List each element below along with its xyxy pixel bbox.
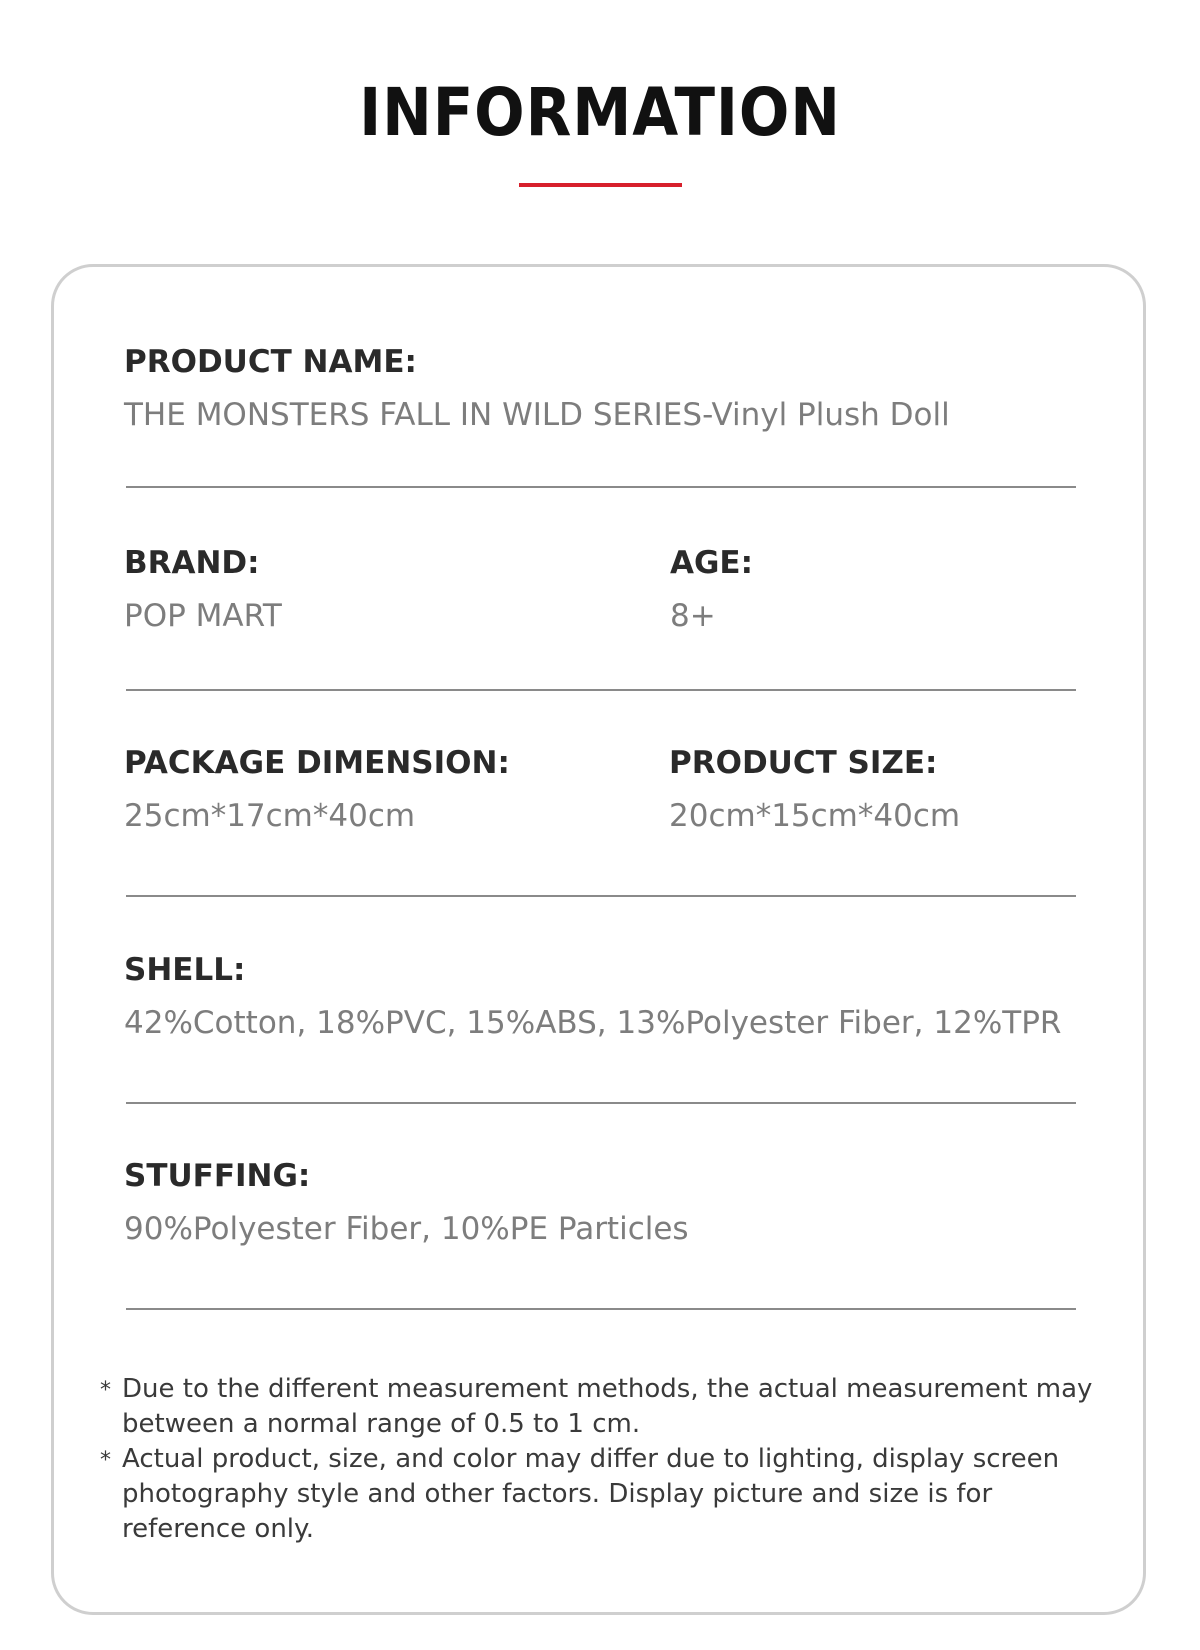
product-name-field — [124, 344, 950, 433]
package-dimension-value: 25cm*17cm*40cm — [124, 798, 416, 834]
divider — [126, 1102, 1076, 1104]
divider — [126, 689, 1076, 691]
stuffing-field — [124, 1158, 689, 1247]
shell-label: SHELL: — [124, 952, 246, 988]
stuffing-label: STUFFING: — [124, 1158, 311, 1194]
note-text: Actual product, size, and color may differ due to lighting, display screen photography style and other factors. Display picture and size is for reference only. — [122, 1444, 1060, 1544]
age-field — [670, 545, 754, 634]
shell-value: 42%Cotton, 18%PVC, 15%ABS, 13%Polyester Fiber, 12%TPR — [124, 1005, 1062, 1041]
age-value: 8+ — [670, 598, 716, 634]
brand-value: POP MART — [124, 598, 282, 634]
package-dimension-label: PACKAGE DIMENSION: — [124, 745, 510, 781]
divider — [126, 1308, 1076, 1310]
note-text: Due to the different measurement methods, the actual measurement may between a normal range of 0.5 to 1 cm. — [122, 1374, 1093, 1439]
divider — [126, 486, 1076, 488]
asterisk-marker: * — [100, 1378, 111, 1403]
stuffing-value: 90%Polyester Fiber, 10%PE Particles — [124, 1211, 689, 1247]
page-title: INFORMATION — [359, 74, 841, 151]
note-item — [100, 1372, 1110, 1442]
product-size-value: 20cm*15cm*40cm — [669, 798, 961, 834]
note-item — [100, 1442, 1110, 1547]
divider — [126, 895, 1076, 897]
age-label: AGE: — [670, 545, 754, 581]
product-size-field — [669, 745, 961, 834]
package-dimension-field — [124, 745, 510, 834]
disclaimer-notes — [100, 1372, 1110, 1547]
brand-field — [124, 545, 282, 634]
product-size-label: PRODUCT SIZE: — [669, 745, 938, 781]
brand-label: BRAND: — [124, 545, 260, 581]
shell-field — [124, 952, 1062, 1041]
asterisk-marker: * — [100, 1448, 111, 1473]
product-name-value: THE MONSTERS FALL IN WILD SERIES-Vinyl Plush Doll — [124, 397, 950, 433]
title-underline — [519, 183, 682, 187]
product-name-label: PRODUCT NAME: — [124, 344, 417, 380]
